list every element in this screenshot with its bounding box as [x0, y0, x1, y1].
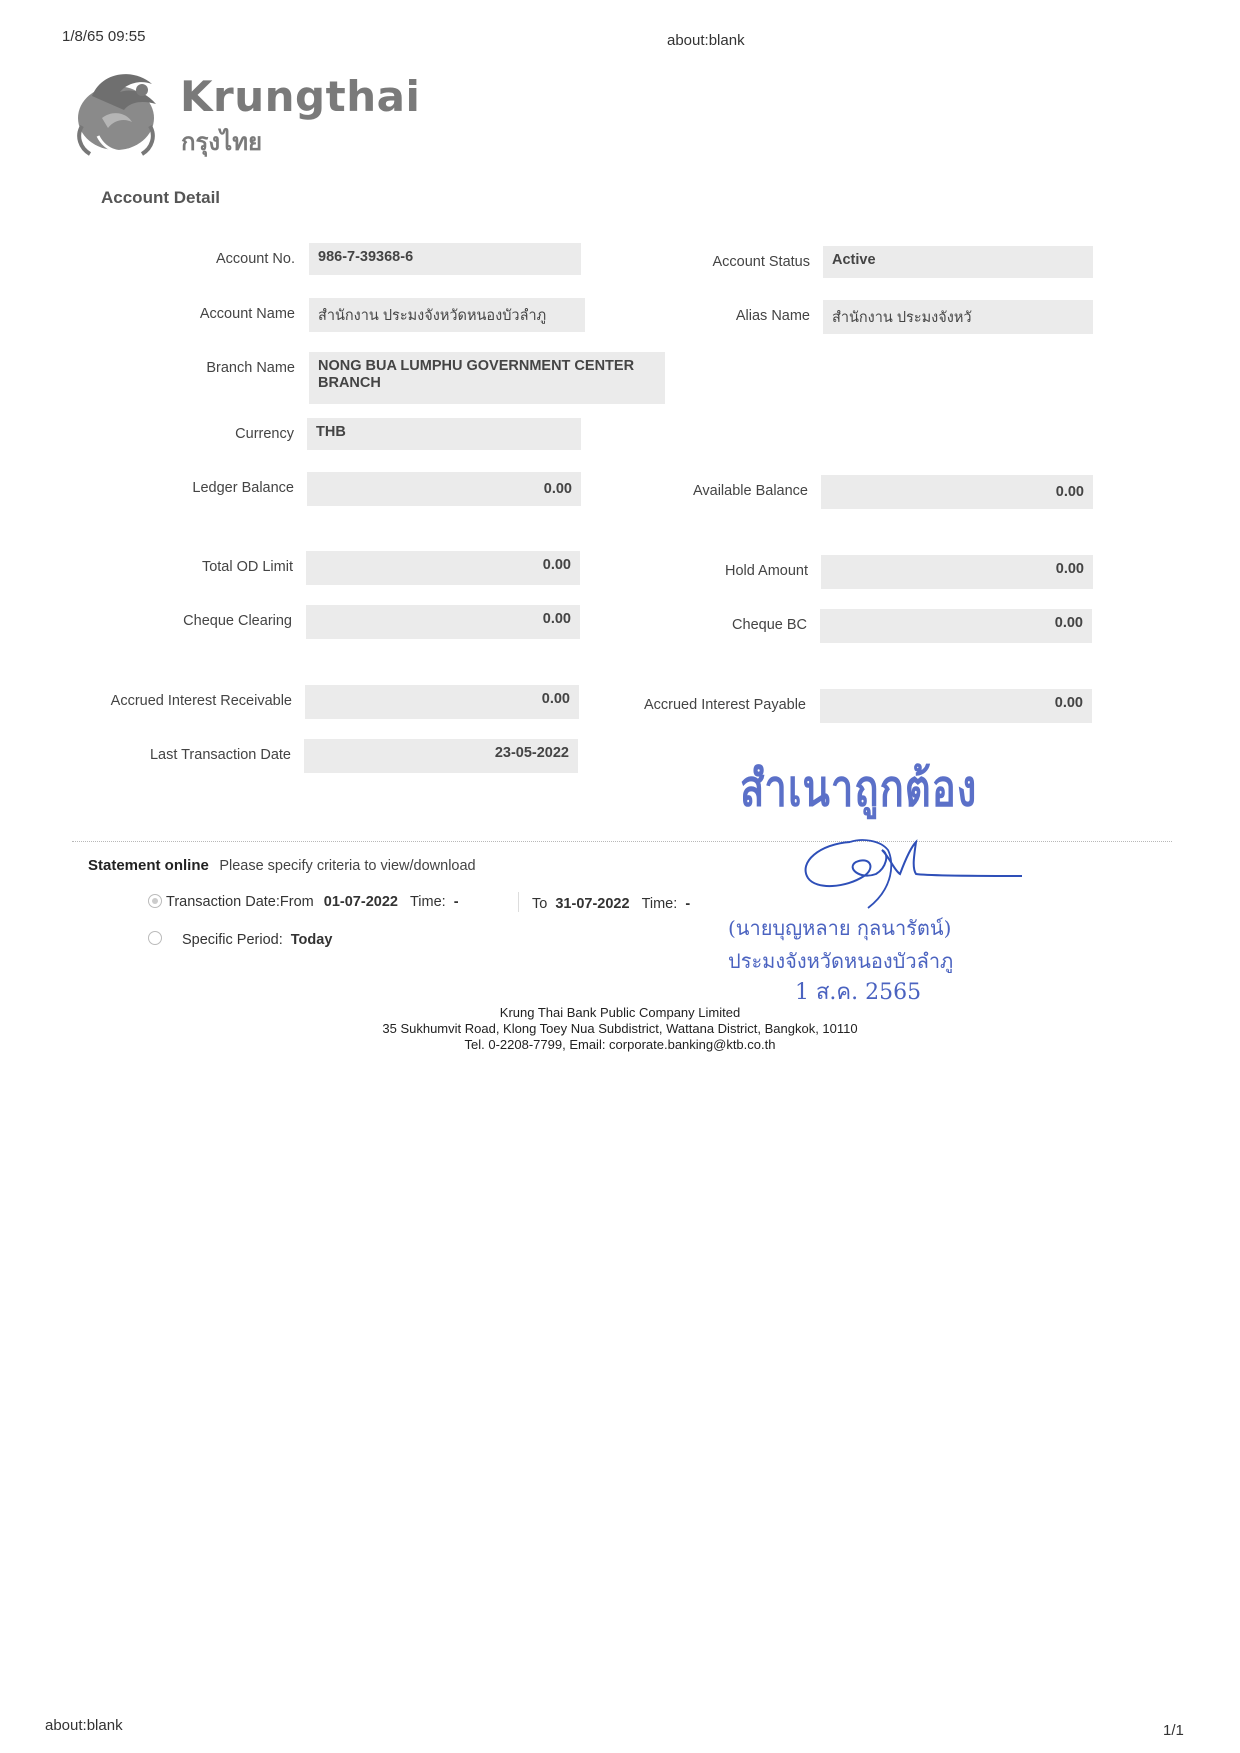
- branch-name-label: Branch Name: [206, 360, 295, 376]
- transaction-date-label: Transaction Date:: [166, 894, 280, 910]
- branch-name-value: [309, 352, 665, 404]
- handwritten-signature: [790, 832, 1030, 917]
- to-label: To: [532, 896, 548, 912]
- account-no-label: Account No.: [216, 251, 295, 267]
- last-transaction-date-label: Last Transaction Date: [149, 747, 291, 763]
- account-no-value: 986-7-39368-6: [309, 243, 581, 275]
- cheque-clearing-label: Cheque Clearing: [183, 613, 292, 629]
- accrued-interest-payable-label: Accrued Interest Payable: [643, 697, 806, 713]
- specific-period-value[interactable]: Today: [290, 932, 333, 948]
- account-name-value: สำนักงาน ประมงจังหวัดหนองบัวลำภู: [309, 298, 585, 332]
- bank-address: 35 Sukhumvit Road, Klong Toey Nua Subdistrict, Wattana District, Bangkok, 10110: [382, 1021, 858, 1036]
- hold-amount-value: 0.00: [821, 555, 1093, 589]
- account-detail-title: Account Detail: [101, 188, 221, 207]
- signer-position: ประมงจังหวัดหนองบัวลำภู: [728, 949, 954, 973]
- from-time-value[interactable]: -: [453, 894, 459, 910]
- from-date-value[interactable]: 01-07-2022: [323, 894, 398, 910]
- branch-name-line2: BRANCH: [318, 375, 381, 391]
- logo-name-en: Krungthai: [180, 72, 421, 121]
- alias-name-label: Alias Name: [735, 308, 810, 324]
- transaction-date-to: [532, 896, 690, 912]
- ledger-balance-label: Ledger Balance: [192, 480, 294, 496]
- print-url: about:blank: [667, 32, 745, 49]
- print-footer-url: about:blank: [45, 1717, 123, 1734]
- specific-period-row: [182, 932, 332, 948]
- to-separator: [518, 892, 519, 912]
- print-datetime: 1/8/65 09:55: [62, 28, 146, 45]
- certified-copy-stamp: สำเนาถูกต้อง: [740, 760, 978, 818]
- krungthai-bird-emblem-icon: [72, 66, 170, 158]
- currency-value: THB: [307, 418, 581, 450]
- available-balance-value: 0.00: [821, 475, 1093, 509]
- ledger-balance-value: 0.00: [307, 472, 581, 506]
- alias-name-value: สำนักงาน ประมงจังหวั: [823, 300, 1093, 334]
- accrued-interest-receivable-value: 0.00: [305, 685, 579, 719]
- from-label: From: [279, 894, 314, 910]
- total-od-limit-value: 0.00: [306, 551, 580, 585]
- krungthai-logo: [72, 66, 170, 163]
- cheque-bc-value: 0.00: [820, 609, 1092, 643]
- total-od-limit-label: Total OD Limit: [201, 559, 293, 575]
- cheque-bc-label: Cheque BC: [732, 617, 807, 633]
- statement-online-hint: Please specify criteria to view/download: [219, 858, 476, 874]
- bank-contact: Tel. 0-2208-7799, Email: corporate.banking@ktb.co.th: [464, 1037, 776, 1052]
- to-time-value[interactable]: -: [685, 896, 691, 912]
- from-time-label: Time:: [409, 894, 446, 910]
- bank-company: Krung Thai Bank Public Company Limited: [499, 1005, 741, 1020]
- currency-label: Currency: [235, 426, 294, 442]
- statement-online-header: [88, 857, 476, 875]
- cheque-clearing-value: 0.00: [306, 605, 580, 639]
- bank-footer: [300, 1005, 940, 1053]
- signed-date: 1 ส.ค. 2565: [795, 980, 922, 1005]
- statement-online-title: Statement online: [88, 857, 209, 874]
- to-time-label: Time:: [641, 896, 678, 912]
- specific-period-label: Specific Period:: [182, 932, 283, 948]
- print-page-number: 1/1: [1163, 1722, 1184, 1739]
- account-status-value: Active: [823, 246, 1093, 278]
- transaction-date-row: [166, 894, 459, 910]
- account-name-label: Account Name: [199, 306, 295, 322]
- to-date-value[interactable]: 31-07-2022: [555, 896, 630, 912]
- accrued-interest-payable-value: 0.00: [820, 689, 1092, 723]
- specific-period-radio[interactable]: [148, 931, 162, 945]
- accrued-interest-receivable-label: Accrued Interest Receivable: [110, 693, 292, 709]
- account-status-label: Account Status: [712, 254, 810, 270]
- signer-name: (นายบุญหลาย กุลนารัตน์): [728, 916, 952, 940]
- hold-amount-label: Hold Amount: [724, 563, 808, 579]
- available-balance-label: Available Balance: [692, 483, 808, 499]
- logo-name-th: กรุงไทย: [181, 128, 263, 156]
- branch-name-line1: NONG BUA LUMPHU GOVERNMENT CENTER: [318, 358, 635, 374]
- transaction-date-radio[interactable]: [148, 894, 162, 908]
- last-transaction-date-value: 23-05-2022: [304, 739, 578, 773]
